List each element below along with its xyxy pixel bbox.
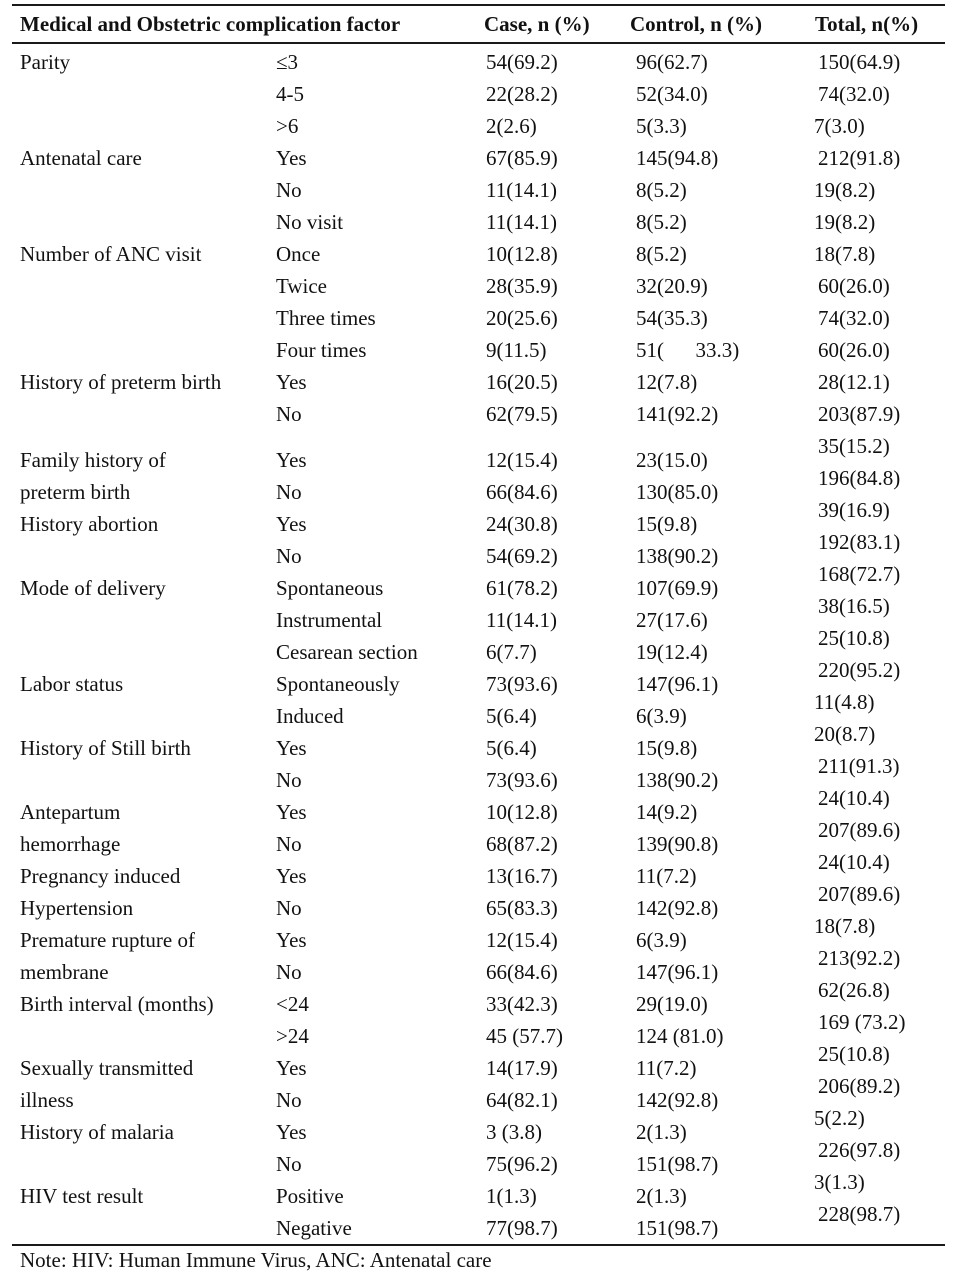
table-cell-category: No [276,544,302,568]
table-cell-factor: Hypertension [20,896,134,920]
table-cell-factor: Parity [20,50,71,74]
table-cell-total: 150(64.9) [818,50,901,74]
table-cell-control: 23(15.0) [636,448,708,472]
table-cell-case: 64(82.1) [486,1088,558,1112]
table-cell-case: 24(30.8) [486,512,558,536]
table-cell-total: 226(97.8) [818,1138,901,1162]
table-cell-category: No [276,768,302,792]
table-cell-factor: Number of ANC visit [20,242,202,266]
table-cell-case: 10(12.8) [486,800,558,824]
table-cell-category: <24 [276,992,309,1016]
table-cell-total: 24(10.4) [818,786,890,810]
table-cell-case: 68(87.2) [486,832,558,856]
table-cell-case: 5(6.4) [486,704,537,728]
table-cell-total: 24(10.4) [818,850,890,874]
table-cell-category: ≤3 [276,50,299,74]
table-cell-total: 74(32.0) [818,306,890,330]
header-total: Total, n(%) [815,12,919,36]
table-cell-category: Yes [276,864,307,888]
table-cell-factor: Mode of delivery [20,576,166,600]
table-cell-category: Spontaneous [276,576,384,600]
table-cell-total: 203(87.9) [818,402,901,426]
table-cell-total: 7(3.0) [814,114,865,138]
table-cell-factor: Pregnancy induced [20,864,181,888]
table-cell-category: Cesarean section [276,640,418,664]
table-cell-control: 6(3.9) [636,928,687,952]
table-cell-total: 220(95.2) [818,658,901,682]
table-cell-category: No [276,402,302,426]
table-cell-category: Twice [276,274,328,298]
table-cell-case: 66(84.6) [486,480,558,504]
table-cell-control: 5(3.3) [636,114,687,138]
table-cell-case: 77(98.7) [486,1216,558,1240]
table-cell-category: Yes [276,512,307,536]
table-cell-case: 11(14.1) [486,178,557,202]
table-cell-case: 1(1.3) [486,1184,537,1208]
table-cell-case: 3 (3.8) [486,1120,542,1144]
table-cell-category: Four times [276,338,367,362]
table-cell-control: 142(92.8) [636,1088,719,1112]
table-cell-total: 11(4.8) [814,690,875,714]
table-cell-case: 11(14.1) [486,608,557,632]
table-cell-total: 60(26.0) [818,338,890,362]
table-cell-control: 12(7.8) [636,370,698,394]
table-cell-control: 142(92.8) [636,896,719,920]
table-cell-control: 54(35.3) [636,306,708,330]
table-cell-category: Yes [276,736,307,760]
table-cell-category: Spontaneously [276,672,400,696]
table-cell-factor: Antepartum [20,800,121,824]
table-cell-case: 9(11.5) [486,338,547,362]
table-cell-total: 19(8.2) [814,210,876,234]
table-cell-case: 67(85.9) [486,146,558,170]
table-cell-control: 27(17.6) [636,608,708,632]
table-cell-factor: History of malaria [20,1120,174,1144]
table-cell-control: 138(90.2) [636,544,719,568]
table-cell-case: 12(15.4) [486,928,558,952]
table-cell-total: 60(26.0) [818,274,890,298]
table-cell-total: 211(91.3) [818,754,900,778]
table-cell-case: 66(84.6) [486,960,558,984]
table-cell-total: 192(83.1) [818,530,901,554]
table-cell-control: 2(1.3) [636,1184,687,1208]
table-cell-case: 73(93.6) [486,672,558,696]
table-cell-total: 18(7.8) [814,914,876,938]
table-cell-factor: membrane [20,960,109,984]
bottom-rule [12,1244,945,1246]
table-cell-factor: Antenatal care [20,146,142,170]
table-cell-case: 12(15.4) [486,448,558,472]
table-cell-category: No [276,480,302,504]
table-cell-factor: Sexually transmitted [20,1056,194,1080]
table-cell-category: >24 [276,1024,309,1048]
table-cell-case: 61(78.2) [486,576,558,600]
table-cell-control: 14(9.2) [636,800,698,824]
table-cell-case: 11(14.1) [486,210,557,234]
table-cell-control: 11(7.2) [636,1056,697,1080]
table-cell-case: 22(28.2) [486,82,558,106]
table-cell-control: 124 (81.0) [636,1024,724,1048]
table-cell-category: No [276,896,302,920]
table-cell-category: No [276,178,302,202]
table-cell-case: 20(25.6) [486,306,558,330]
table-cell-total: 19(8.2) [814,178,876,202]
table-cell-control: 6(3.9) [636,704,687,728]
top-rule [12,4,945,6]
header-control: Control, n (%) [630,12,763,36]
table-cell-total: 5(2.2) [814,1106,865,1130]
table-cell-factor: Family history of [20,448,166,472]
table-cell-total: 18(7.8) [814,242,876,266]
table-cell-control: 19(12.4) [636,640,708,664]
table-cell-factor: illness [20,1088,74,1112]
table-cell-case: 54(69.2) [486,544,558,568]
table-cell-category: No visit [276,210,344,234]
table-cell-category: No [276,832,302,856]
table-cell-total: 25(10.8) [818,626,890,650]
table-cell-control: 8(5.2) [636,178,687,202]
table-cell-total: 39(16.9) [818,498,890,522]
table-cell-total: 212(91.8) [818,146,901,170]
table-cell-total: 213(92.2) [818,946,901,970]
table-cell-category: Yes [276,370,307,394]
table-cell-factor: History abortion [20,512,159,536]
table-cell-case: 65(83.3) [486,896,558,920]
table-cell-control: 15(9.8) [636,512,698,536]
table-cell-total: 228(98.7) [818,1202,901,1226]
table-cell-total: 168(72.7) [818,562,901,586]
table-cell-control: 15(9.8) [636,736,698,760]
table-cell-category: 4-5 [276,82,304,106]
table-cell-control: 51( 33.3) [636,338,740,362]
table-cell-factor: Premature rupture of [20,928,195,952]
table-cell-case: 6(7.7) [486,640,537,664]
table-cell-total: 20(8.7) [814,722,876,746]
table-cell-control: 147(96.1) [636,960,719,984]
table-cell-control: 145(94.8) [636,146,719,170]
table-cell-category: >6 [276,114,299,138]
table-cell-total: 207(89.6) [818,882,901,906]
table-cell-control: 32(20.9) [636,274,708,298]
table-cell-category: No [276,1152,302,1176]
table-cell-total: 25(10.8) [818,1042,890,1066]
table-cell-total: 62(26.8) [818,978,890,1002]
table-cell-control: 11(7.2) [636,864,697,888]
table-cell-control: 147(96.1) [636,672,719,696]
table-cell-category: Instrumental [276,608,383,632]
table-cell-factor: History of preterm birth [20,370,222,394]
table-cell-case: 10(12.8) [486,242,558,266]
table-cell-control: 2(1.3) [636,1120,687,1144]
table-cell-case: 75(96.2) [486,1152,558,1176]
table-cell-control: 96(62.7) [636,50,708,74]
table-cell-case: 73(93.6) [486,768,558,792]
table-cell-factor: Labor status [20,672,124,696]
table-cell-category: Yes [276,146,307,170]
table-cell-control: 130(85.0) [636,480,719,504]
table-cell-control: 151(98.7) [636,1216,719,1240]
table-cell-category: Induced [276,704,344,728]
table-cell-category: Yes [276,1056,307,1080]
table-cell-category: Positive [276,1184,344,1208]
table-cell-case: 62(79.5) [486,402,558,426]
table-cell-control: 29(19.0) [636,992,708,1016]
table-cell-case: 2(2.6) [486,114,537,138]
table-cell-case: 14(17.9) [486,1056,558,1080]
table-cell-case: 33(42.3) [486,992,558,1016]
table-cell-total: 169 (73.2) [818,1010,906,1034]
header-rule [12,42,945,44]
table-cell-factor: History of Still birth [20,736,191,760]
table-cell-total: 28(12.1) [818,370,890,394]
table-cell-total: 207(89.6) [818,818,901,842]
table-cell-category: Negative [276,1216,352,1240]
table-cell-control: 52(34.0) [636,82,708,106]
table-cell-total: 38(16.5) [818,594,890,618]
table-cell-category: No [276,960,302,984]
table-cell-category: No [276,1088,302,1112]
table-cell-control: 151(98.7) [636,1152,719,1176]
table-cell-total: 35(15.2) [818,434,890,458]
table-cell-category: Once [276,242,321,266]
table-cell-category: Yes [276,928,307,952]
table-cell-control: 8(5.2) [636,210,687,234]
table-cell-case: 5(6.4) [486,736,537,760]
table-note: Note: HIV: Human Immune Virus, ANC: Antenatal care [20,1248,492,1272]
table-cell-control: 107(69.9) [636,576,719,600]
table-cell-control: 141(92.2) [636,402,719,426]
table-cell-case: 28(35.9) [486,274,558,298]
table-cell-case: 16(20.5) [486,370,558,394]
header-factor: Medical and Obstetric complication factor [20,12,401,36]
table-cell-total: 74(32.0) [818,82,890,106]
table-cell-category: Yes [276,1120,307,1144]
table-cell-case: 13(16.7) [486,864,558,888]
table-cell-case: 54(69.2) [486,50,558,74]
table-cell-control: 8(5.2) [636,242,687,266]
table-cell-factor: HIV test result [20,1184,144,1208]
table-cell-factor: Birth interval (months) [20,992,214,1016]
table-cell-factor: hemorrhage [20,832,121,856]
table-cell-control: 139(90.8) [636,832,719,856]
table-cell-total: 3(1.3) [814,1170,865,1194]
table-cell-category: Yes [276,800,307,824]
table-cell-total: 206(89.2) [818,1074,901,1098]
table-cell-factor: preterm birth [20,480,131,504]
table-cell-case: 45 (57.7) [486,1024,563,1048]
header-case: Case, n (%) [484,12,590,36]
table-cell-control: 138(90.2) [636,768,719,792]
table-cell-category: Three times [276,306,376,330]
table-cell-total: 196(84.8) [818,466,901,490]
table-cell-category: Yes [276,448,307,472]
